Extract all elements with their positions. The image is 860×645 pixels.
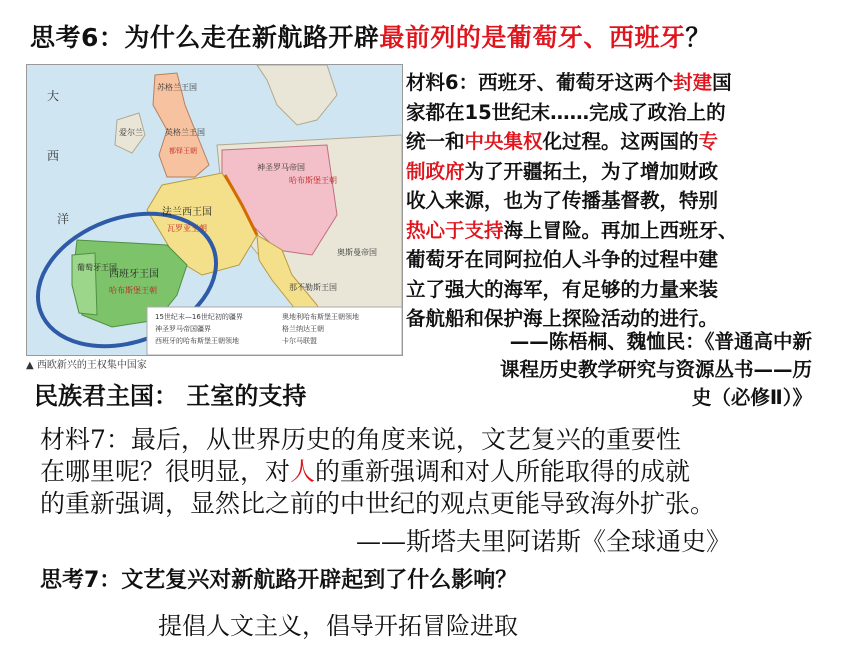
question-6-title [30,18,711,54]
england-label: 英格兰王国 [165,128,205,137]
text-segment: 材料6：西班牙、葡萄牙这两个 [406,71,674,94]
spain-dynasty-label: 哈布斯堡王朝 [109,286,157,295]
text-line [406,157,811,187]
text-segment: 材料7：最后，从世界历史的角度来说，文艺复兴的重要性 [40,425,681,454]
text-line [40,488,715,520]
text-segment: 的重新强调和对人所能取得的成就 [315,457,691,486]
text-line [406,98,811,128]
hre-label: 神圣罗马帝国 [257,163,305,172]
france-label: 法兰西王国 [162,207,212,218]
legend-item: 奥地利哈布斯堡王朝领地 [282,313,359,321]
question-6-prefix: 思考6：为什么走在新航路开辟 [30,23,380,52]
question-6-highlight: 最前列的是葡萄牙、西班牙 [379,23,686,52]
spain-label: 西班牙王国 [109,269,159,280]
text-line [406,245,811,275]
europe-map-svg [27,65,402,355]
monarchy-heading: 民族君主国： 王室的支持 [34,382,307,410]
portugal-label: 葡萄牙王国 [77,263,117,272]
text-segment: 立了强大的海军，有足够的力量来装 [406,277,719,301]
text-segment: 在哪里呢？很明显，对 [40,457,291,486]
ocean-label-1: 大 [47,89,60,103]
europe-map [26,64,403,356]
text-segment: 收入来源，也为了传播基督教，特别 [406,189,719,212]
legend-item: 西班牙的哈布斯堡王朝领地 [155,337,239,345]
text-line [40,424,715,456]
legend-item: 格兰纳达王朝 [282,325,324,333]
text-segment: 家都在15世纪末……完成了政治上的 [406,100,726,124]
source-line: 课程历史教学研究与资源丛书——历 [499,358,812,381]
question-7-answer: 提倡人文主义，倡导开拓冒险进取 [158,612,518,640]
tudor-label: 都铎王朝 [169,147,197,155]
material-6-source [412,328,812,412]
source-line: 史（必修Ⅱ）》 [691,386,812,409]
text-segment: 的重新强调，显然比之前的中世纪的观点更能导致海外扩张。 [40,489,716,518]
legend-item: 15世纪末—16世纪初的疆界 [155,313,243,321]
text-segment: 为了开疆拓土，为了增加财政 [464,159,719,183]
question-7-title: 思考7：文艺复兴对新航路开辟起到了什么影响？ [40,568,518,593]
valois-label: 瓦罗亚王朝 [167,224,207,233]
question-6-suffix: ？ [685,23,711,52]
habsburg-label: 哈布斯堡王朝 [289,176,337,185]
text-line [406,216,811,246]
material-7-text [40,424,715,520]
ireland-label: 爱尔兰 [119,128,143,137]
naples-label: 那不勒斯王国 [289,283,337,292]
highlight-text: 热心于支持 [406,218,504,242]
text-segment: 统一和 [406,130,465,153]
text-segment: 葡萄牙在同阿拉伯人斗争的过程中建 [406,248,719,271]
scotland-label: 苏格兰王国 [157,83,197,92]
text-segment: 国 [712,71,732,94]
text-line [406,68,811,98]
highlight-text: 人 [290,457,316,486]
text-line [40,456,715,488]
text-segment: 海上冒险。再加上西班牙、 [503,218,738,242]
ottoman-label: 奥斯曼帝国 [337,248,377,257]
ocean-label-2: 西 [47,149,60,163]
text-segment: 备航船和保护海上探险活动的进行。 [406,307,719,330]
material-6-text [406,68,811,334]
text-line [406,275,811,305]
text-segment: 化过程。这两国的 [542,130,699,153]
highlight-text: 专 [698,130,719,153]
highlight-text: 中央集权 [464,130,543,153]
map-caption: ▲ 西欧新兴的王权集中国家 [26,360,147,371]
ocean-label-3: 洋 [57,212,70,226]
legend-item: 卡尔马联盟 [282,337,317,345]
text-line [406,186,811,216]
legend-item: 神圣罗马帝国疆界 [155,325,211,333]
material-7-source: ——斯塔夫里阿诺斯《全球通史》 [356,527,732,556]
highlight-text: 封建 [673,71,713,94]
text-line [406,127,811,157]
source-line: ——陈梧桐、魏恤民：《普通高中新 [509,330,812,353]
highlight-text: 制政府 [406,159,465,183]
